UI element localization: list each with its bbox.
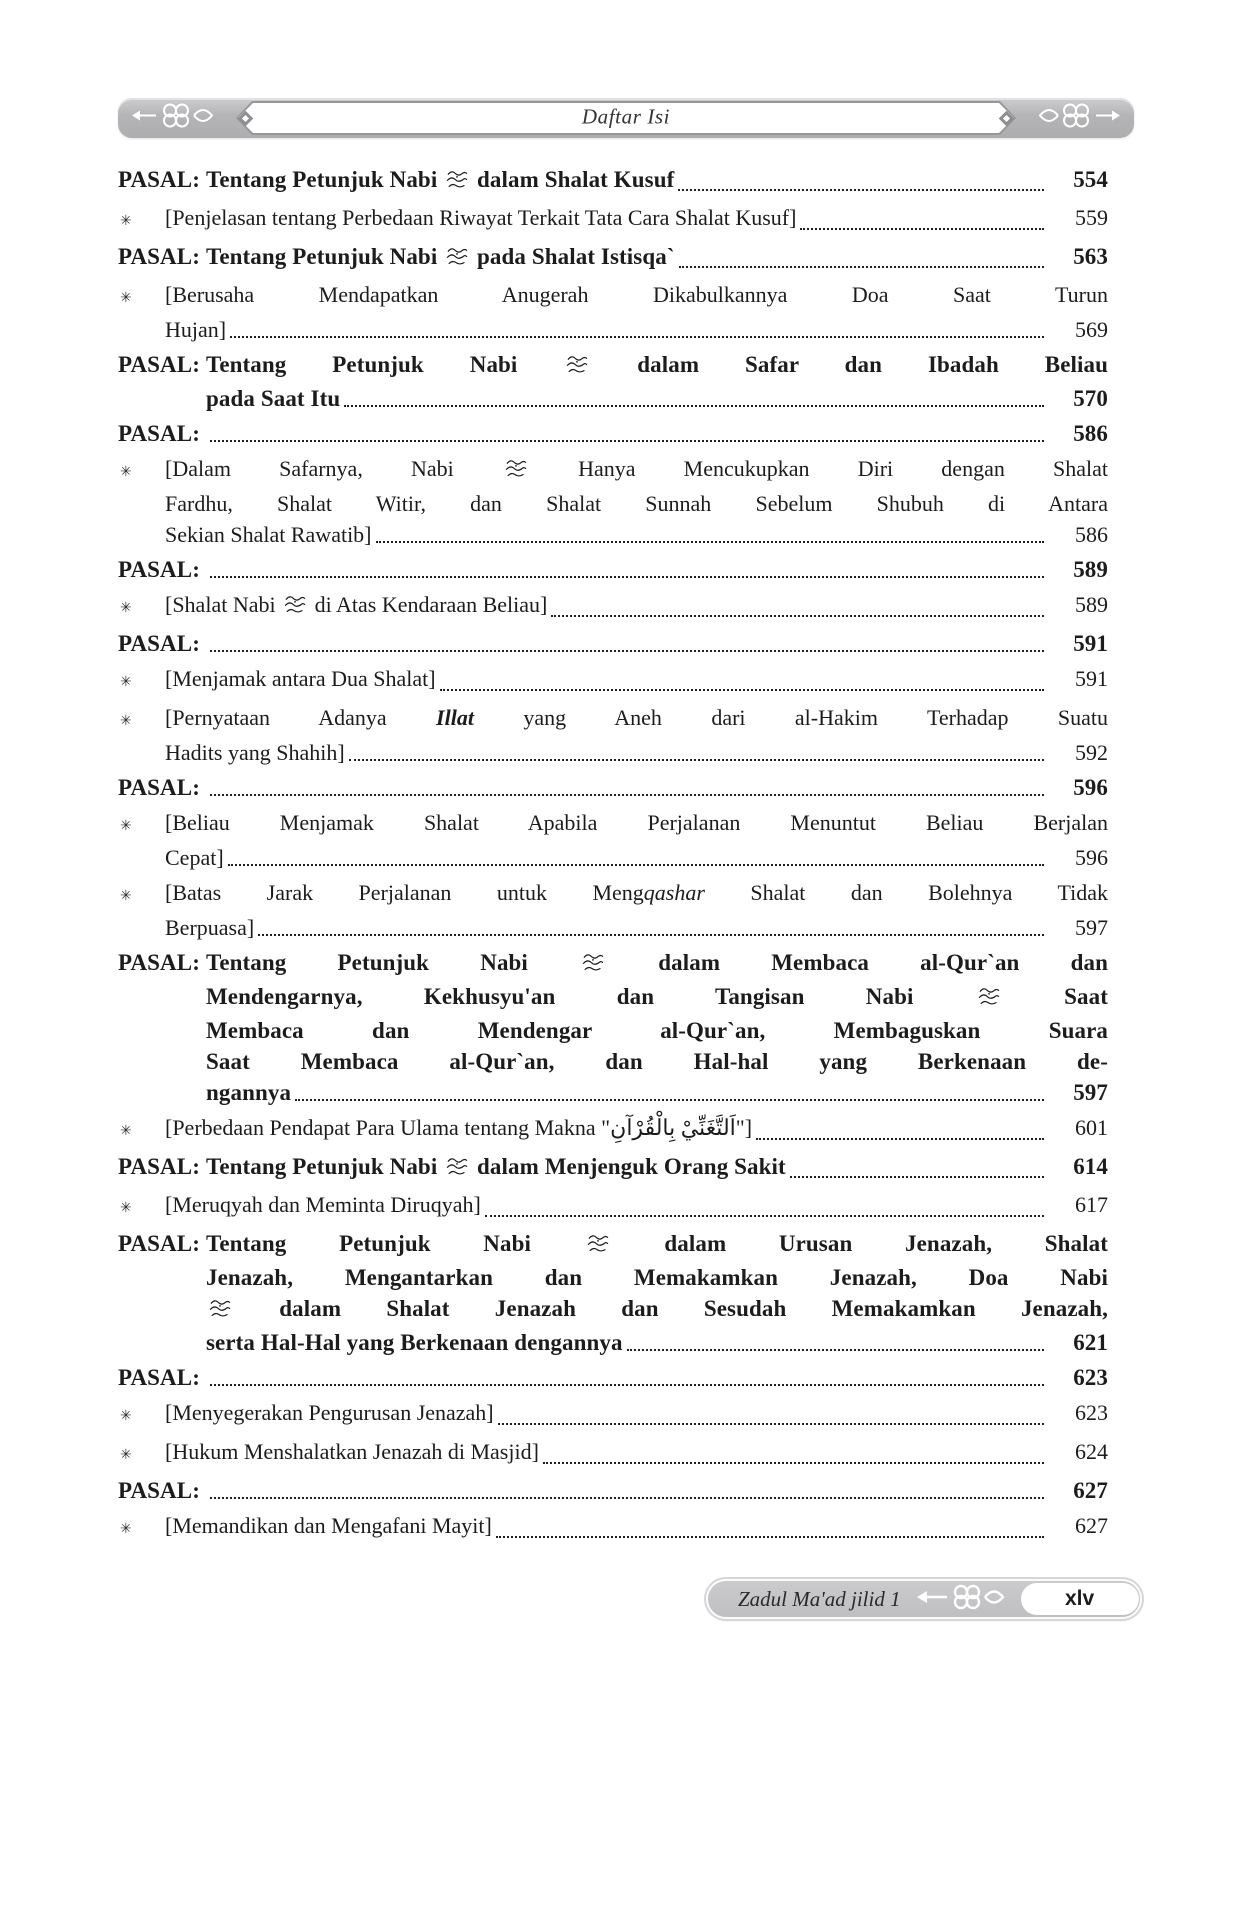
dot-leader (210, 794, 1044, 796)
toc-line (118, 241, 1108, 275)
ornament-bullet-icon: ✳ (120, 464, 132, 480)
toc-page-number: 589 (1075, 592, 1108, 617)
toc-line (118, 1015, 1108, 1046)
toc-line (118, 314, 1108, 345)
toc-page-number: 621 (1073, 1330, 1108, 1355)
toc-page-number: 596 (1073, 775, 1108, 800)
toc-entry-text: [Meruqyah dan Meminta Diruqyah] (165, 1192, 481, 1217)
dot-leader (210, 1384, 1044, 1386)
ornament-bullet-icon: ✳ (120, 600, 132, 616)
pasal-label: PASAL: (118, 1231, 200, 1256)
saw-honorific-icon (445, 244, 469, 275)
toc-line (118, 488, 1108, 519)
footer (0, 1579, 1142, 1619)
pasal-label: PASAL: (118, 1154, 200, 1179)
toc-page-number: 589 (1073, 557, 1108, 582)
toc-entry-pasal (118, 947, 1108, 1108)
pasal-label: PASAL: (118, 352, 200, 377)
toc-line (118, 279, 1108, 314)
toc-line (118, 519, 1108, 550)
dot-leader (230, 336, 1044, 338)
ornament-bullet-icon: ✳ (120, 290, 132, 306)
toc-page-number: 623 (1075, 1400, 1108, 1425)
toc-entry-text: Tentang Petunjuk Nabi dalam Menjenguk Orang Sakit (206, 1151, 786, 1185)
toc-line (118, 1436, 1108, 1471)
ornament-bullet-icon: ✳ (120, 1447, 132, 1463)
dot-leader (679, 266, 1044, 268)
saw-honorific-icon (977, 984, 1001, 1015)
pasal-label: PASAL: (118, 1365, 200, 1390)
toc-page-number: 596 (1075, 845, 1108, 870)
toc-line (118, 912, 1108, 943)
toc-line (118, 807, 1108, 842)
toc-page-number: 624 (1075, 1439, 1108, 1464)
ornament-bullet-icon: ✳ (120, 1200, 132, 1216)
toc-page-number: 627 (1075, 1513, 1108, 1538)
toc-entry-text: Tentang Petunjuk Nabi dalam Safar dan Ibadah Beliau (206, 349, 1108, 383)
ornament-bullet-icon: ✳ (120, 1521, 132, 1537)
dot-leader (440, 689, 1044, 691)
toc-entry-sub (118, 202, 1108, 237)
toc-entry-sub (118, 702, 1108, 768)
dot-leader (258, 934, 1044, 936)
toc-entry-text: [Hukum Menshalatkan Jenazah di Masjid] (165, 1439, 539, 1464)
dot-leader (295, 1099, 1044, 1101)
toc-entry-text: [Menyegerakan Pengurusan Jenazah] (165, 1400, 494, 1425)
dot-leader (210, 650, 1044, 652)
toc-entry-text: [Batas Jarak Perjalanan untuk Mengqashar Shalat dan Bolehnya Tidak (165, 880, 1108, 905)
toc-entry-text: Cepat] (165, 845, 224, 870)
saw-honorific-icon (208, 1296, 232, 1327)
toc-line (118, 1510, 1108, 1545)
ornament-bullet-icon: ✳ (120, 213, 132, 229)
dot-leader (756, 1138, 1044, 1140)
toc-entry-text: Hujan] (165, 317, 227, 342)
toc-page-number: 601 (1075, 1115, 1108, 1140)
toc-line (118, 702, 1108, 737)
footer-bar (706, 1579, 1142, 1619)
toc-page-number: 569 (1075, 317, 1108, 342)
toc-line (118, 202, 1108, 237)
pasal-label: PASAL: (118, 631, 200, 656)
toc-entry-text: Berpuasa] (165, 915, 255, 940)
dot-leader (790, 1176, 1044, 1178)
saw-honorific-icon (283, 592, 307, 623)
toc-line (118, 164, 1108, 198)
toc-entry-text: pada Saat Itu (206, 386, 341, 411)
toc-entry-sub (118, 1397, 1108, 1432)
toc-entry-text: ngannya (206, 1080, 292, 1105)
toc-page-number: 597 (1075, 915, 1108, 940)
toc-entry-text: Membaca dan Mendengar al-Qur`an, Membaguskan Suara (206, 1018, 1108, 1043)
toc-line (118, 383, 1108, 414)
toc-entry-text: [Penjelasan tentang Perbedaan Riwayat Terkait Tata Cara Shalat Kusuf] (165, 205, 797, 230)
toc-line (118, 1262, 1108, 1293)
toc-page-number: 586 (1073, 421, 1108, 446)
toc-entry-text: Fardhu, Shalat Witir, dan Shalat Sunnah Sebelum Shubuh di Antara (165, 491, 1108, 516)
header-banner (118, 98, 1134, 138)
toc-page-number: 591 (1073, 631, 1108, 656)
dot-leader (485, 1215, 1044, 1217)
ornament-bullet-icon: ✳ (120, 713, 132, 729)
toc-entry-sub (118, 1112, 1108, 1147)
toc-page-number: 592 (1075, 740, 1108, 765)
toc-page-number: 591 (1075, 666, 1108, 691)
dot-leader (210, 440, 1044, 442)
toc-entry-sub (118, 1189, 1108, 1224)
dot-leader (349, 759, 1044, 761)
toc-line (118, 628, 1108, 659)
toc-line (118, 1189, 1108, 1224)
book-title: Zadul Ma'ad jilid 1 (738, 1586, 901, 1611)
dot-leader (800, 228, 1044, 230)
toc-line (118, 1151, 1108, 1185)
toc-page-number: 623 (1073, 1365, 1108, 1390)
pasal-label: PASAL: (118, 421, 200, 446)
toc-line (118, 1077, 1108, 1108)
toc-entry-text: Sekian Shalat Rawatib] (165, 522, 372, 547)
toc-entry-text: [Dalam Safarnya, Nabi Hanya Mencukupkan Diri dengan Shalat (165, 453, 1108, 488)
celtic-knot-ornament-icon (915, 1582, 1019, 1617)
toc-line (118, 554, 1108, 585)
pasal-label: PASAL: (118, 1478, 200, 1503)
toc-entry-text: Tentang Petunjuk Nabi dalam Membaca al-Qur`an dan (206, 947, 1108, 981)
saw-honorific-icon (445, 1154, 469, 1185)
toc-entry-text: Tentang Petunjuk Nabi dalam Urusan Jenazah, Shalat (206, 1228, 1108, 1262)
toc-entry-sub (118, 1436, 1108, 1471)
toc-entry-pasal (118, 628, 1108, 659)
toc-entry-text: Tentang Petunjuk Nabi pada Shalat Istisqa` (206, 241, 675, 275)
toc-line (118, 1112, 1108, 1147)
toc-page-number: 597 (1073, 1080, 1108, 1105)
ornament-bullet-icon: ✳ (120, 1408, 132, 1424)
toc-entry-pasal (118, 1362, 1108, 1393)
toc-entry-sub (118, 453, 1108, 550)
toc-entry-text: [Pernyataan Adanya Illat yang Aneh dari al-Hakim Terhadap Suatu (165, 705, 1108, 730)
toc-line (118, 877, 1108, 912)
dot-leader (344, 405, 1044, 407)
pasal-label: PASAL: (118, 244, 200, 269)
pasal-label: PASAL: (118, 775, 200, 800)
dot-leader (228, 864, 1044, 866)
toc-line (118, 1327, 1108, 1358)
toc-entry-pasal (118, 1151, 1108, 1185)
toc-entry-sub (118, 663, 1108, 698)
dot-leader (498, 1423, 1044, 1425)
toc-entry-text: Saat Membaca al-Qur`an, dan Hal-hal yang Berkenaan de- (206, 1049, 1108, 1074)
toc-entry-text: [Menjamak antara Dua Shalat] (165, 666, 436, 691)
dot-leader (496, 1536, 1044, 1538)
saw-honorific-icon (445, 167, 469, 198)
toc-page-number: 563 (1073, 244, 1108, 269)
toc-page-number: 570 (1073, 386, 1108, 411)
dot-leader (678, 189, 1044, 191)
toc-line (118, 418, 1108, 449)
toc-page-number: 614 (1073, 1154, 1108, 1179)
toc-entry-pasal (118, 772, 1108, 803)
toc-entry-text: [Perbedaan Pendapat Para Ulama tentang Makna "اَلتَّغَنِّيْ بِالْقُرْآنِ"] (165, 1115, 753, 1140)
dot-leader (627, 1349, 1044, 1351)
toc-entry-pasal (118, 241, 1108, 275)
toc-line (118, 349, 1108, 383)
ornament-bullet-icon: ✳ (120, 1123, 132, 1139)
toc-line (118, 1397, 1108, 1432)
toc-entry-sub (118, 589, 1108, 624)
saw-honorific-icon (565, 352, 589, 383)
toc-line (118, 947, 1108, 981)
toc-line (118, 842, 1108, 873)
page-title: Daftar Isi (581, 104, 671, 129)
toc-page-number: 554 (1073, 167, 1108, 192)
ornament-bullet-icon: ✳ (120, 818, 132, 834)
saw-honorific-icon (581, 950, 605, 981)
toc-line (118, 981, 1108, 1015)
toc-line (118, 453, 1108, 488)
toc-page-number: 559 (1075, 205, 1108, 230)
toc-entry-pasal (118, 349, 1108, 414)
toc-entry-pasal (118, 1475, 1108, 1506)
toc-entry-sub (118, 279, 1108, 345)
toc-entry-text: Jenazah, Mengantarkan dan Memakamkan Jenazah, Doa Nabi (206, 1265, 1108, 1290)
ornament-bullet-icon: ✳ (120, 674, 132, 690)
dot-leader (210, 576, 1044, 578)
toc-entry-pasal (118, 554, 1108, 585)
pasal-label: PASAL: (118, 557, 200, 582)
toc-entry-text: [Berusaha Mendapatkan Anugerah Dikabulkannya Doa Saat Turun (165, 282, 1108, 307)
toc-line (118, 589, 1108, 624)
ornament-bullet-icon: ✳ (120, 888, 132, 904)
saw-honorific-icon (504, 456, 528, 487)
toc-entry-text: [Shalat Nabi di Atas Kendaraan Beliau] (165, 589, 547, 624)
toc-page-number: 586 (1075, 522, 1108, 547)
dot-leader (210, 1497, 1044, 1499)
toc-entry-text: Mendengarnya, Kekhusyu'an dan Tangisan Nabi Saat (206, 981, 1108, 1015)
toc-line (118, 1228, 1108, 1262)
saw-honorific-icon (586, 1231, 610, 1262)
toc-entry-text: [Beliau Menjamak Shalat Apabila Perjalanan Menuntut Beliau Berjalan (165, 810, 1108, 835)
pasal-label: PASAL: (118, 167, 200, 192)
toc-line (118, 772, 1108, 803)
toc-page-number: 627 (1073, 1478, 1108, 1503)
dot-leader (376, 541, 1044, 543)
toc-line (118, 663, 1108, 698)
toc-line (118, 1046, 1108, 1077)
toc-line (118, 1293, 1108, 1327)
toc-entry-sub (118, 1510, 1108, 1545)
footer-page-pill (1021, 1583, 1139, 1615)
toc-entry-pasal (118, 418, 1108, 449)
pasal-label: PASAL: (118, 950, 200, 975)
toc-page-number: 617 (1075, 1192, 1108, 1217)
toc-entry-sub (118, 807, 1108, 873)
toc-entry-text: [Memandikan dan Mengafani Mayit] (165, 1513, 492, 1538)
dot-leader (543, 1462, 1044, 1464)
toc-entry-text: Hadits yang Shahih] (165, 740, 345, 765)
table-of-contents (118, 164, 1108, 1545)
toc-entry-pasal (118, 1228, 1108, 1358)
toc-entry-text: serta Hal-Hal yang Berkenaan dengannya (206, 1330, 623, 1355)
dot-leader (551, 615, 1044, 617)
toc-entry-sub (118, 877, 1108, 943)
toc-line (118, 1362, 1108, 1393)
toc-entry-text: dalam Shalat Jenazah dan Sesudah Memakamkan Jenazah, (206, 1293, 1108, 1327)
toc-entry-pasal (118, 164, 1108, 198)
celtic-knot-ornament-icon (1028, 101, 1120, 136)
toc-entry-text: Tentang Petunjuk Nabi dalam Shalat Kusuf (206, 164, 674, 198)
toc-line (118, 737, 1108, 768)
toc-line (118, 1475, 1108, 1506)
footer-page-number: xlv (1064, 1587, 1095, 1610)
